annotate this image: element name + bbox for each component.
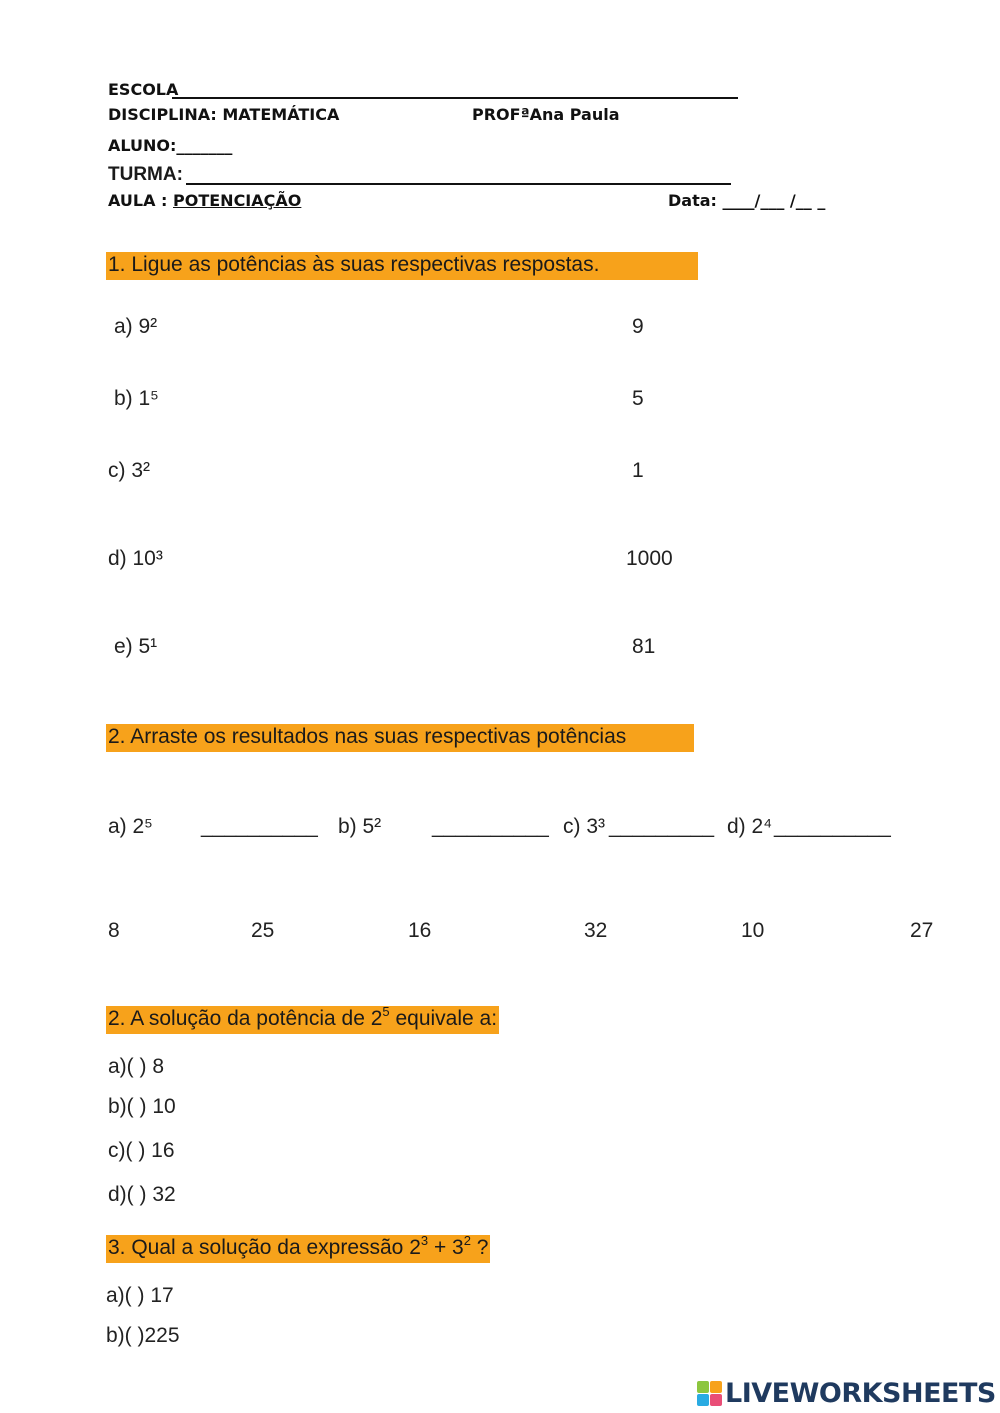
q2-item-b-blank[interactable]: __________ — [432, 815, 549, 838]
date-label: Data: ____/___ /__ _ — [668, 191, 826, 210]
logo-mark-icon — [697, 1381, 722, 1406]
q4-option-b[interactable]: b)( )225 — [106, 1324, 180, 1347]
q1-right-5[interactable]: 5 — [632, 387, 644, 410]
q2-item-c-label: c) 3³ — [563, 815, 605, 838]
logo-mark-cell — [697, 1381, 709, 1393]
q2-title: 2. Arraste os resultados nas suas respectivas potências — [106, 724, 694, 752]
logo-mark-cell — [697, 1394, 709, 1406]
q3-option-a[interactable]: a)( ) 8 — [108, 1055, 165, 1078]
disciplina-label: DISCIPLINA: MATEMÁTICA — [108, 105, 340, 124]
aula-line — [108, 191, 301, 210]
q3-title-suffix: equivale a: — [389, 1007, 498, 1030]
q1-left-c[interactable]: c) 3² — [108, 459, 150, 482]
q1-left-b[interactable]: b) 1⁵ — [114, 387, 159, 410]
q2-option-27[interactable]: 27 — [910, 919, 934, 942]
q2-item-d-blank[interactable]: __________ — [774, 815, 891, 838]
q3-option-d[interactable]: d)( ) 32 — [108, 1183, 176, 1206]
q4-title-sup1: 3 — [420, 1233, 429, 1248]
escola-underline — [172, 97, 738, 99]
q3-option-c[interactable]: c)( ) 16 — [108, 1139, 175, 1162]
q2-option-16[interactable]: 16 — [408, 919, 432, 942]
q1-right-1[interactable]: 1 — [632, 459, 644, 482]
q1-right-1000[interactable]: 1000 — [626, 547, 673, 570]
aula-label: AULA : — [108, 191, 173, 210]
q4-option-a[interactable]: a)( ) 17 — [106, 1284, 174, 1307]
q2-item-a-label: a) 2⁵ — [108, 815, 153, 838]
logo-mark-cell — [710, 1381, 722, 1393]
q4-title-sup2: 2 — [463, 1233, 471, 1248]
q4-title-suffix: ? — [470, 1236, 489, 1259]
q4-title-prefix: 3. Qual a solução da expressão 2 — [108, 1236, 421, 1259]
q2-item-b-label: b) 5² — [338, 815, 382, 838]
professora-label: PROFªAna Paula — [472, 105, 620, 124]
q2-item-a-blank[interactable]: __________ — [201, 815, 318, 838]
q3-title-prefix: 2. A solução da potência de 2 — [108, 1007, 383, 1030]
q2-item-c-blank[interactable]: _________ — [609, 815, 715, 838]
aluno-label: ALUNO:_______ — [108, 136, 233, 155]
turma-label: TURMA: — [108, 164, 183, 185]
q1-right-9[interactable]: 9 — [632, 315, 644, 338]
q2-option-32[interactable]: 32 — [584, 919, 608, 942]
escola-label: ESCOLA — [108, 80, 179, 99]
q2-option-8[interactable]: 8 — [108, 919, 120, 942]
q2-item-d-label: d) 2⁴ — [727, 815, 773, 838]
liveworksheets-logo — [697, 1376, 996, 1410]
turma-underline — [186, 183, 731, 185]
q3-title-sup: 5 — [382, 1004, 390, 1019]
logo-mark-cell — [710, 1394, 722, 1406]
q2-option-10[interactable]: 10 — [741, 919, 765, 942]
q3-option-b[interactable]: b)( ) 10 — [108, 1095, 176, 1118]
q1-left-d[interactable]: d) 10³ — [108, 547, 163, 570]
q1-title: 1. Ligue as potências às suas respectivas respostas. — [106, 252, 698, 280]
q3-title — [106, 1006, 499, 1034]
q1-left-a[interactable]: a) 9² — [114, 315, 158, 338]
q4-title — [106, 1235, 490, 1263]
logo-text: LIVEWORKSHEETS — [725, 1377, 996, 1409]
q2-option-25[interactable]: 25 — [251, 919, 275, 942]
q1-right-81[interactable]: 81 — [632, 635, 656, 658]
q1-left-e[interactable]: e) 5¹ — [114, 635, 158, 658]
q4-title-middle: + 3 — [428, 1236, 464, 1259]
aula-topic: POTENCIAÇÃO — [173, 191, 302, 210]
